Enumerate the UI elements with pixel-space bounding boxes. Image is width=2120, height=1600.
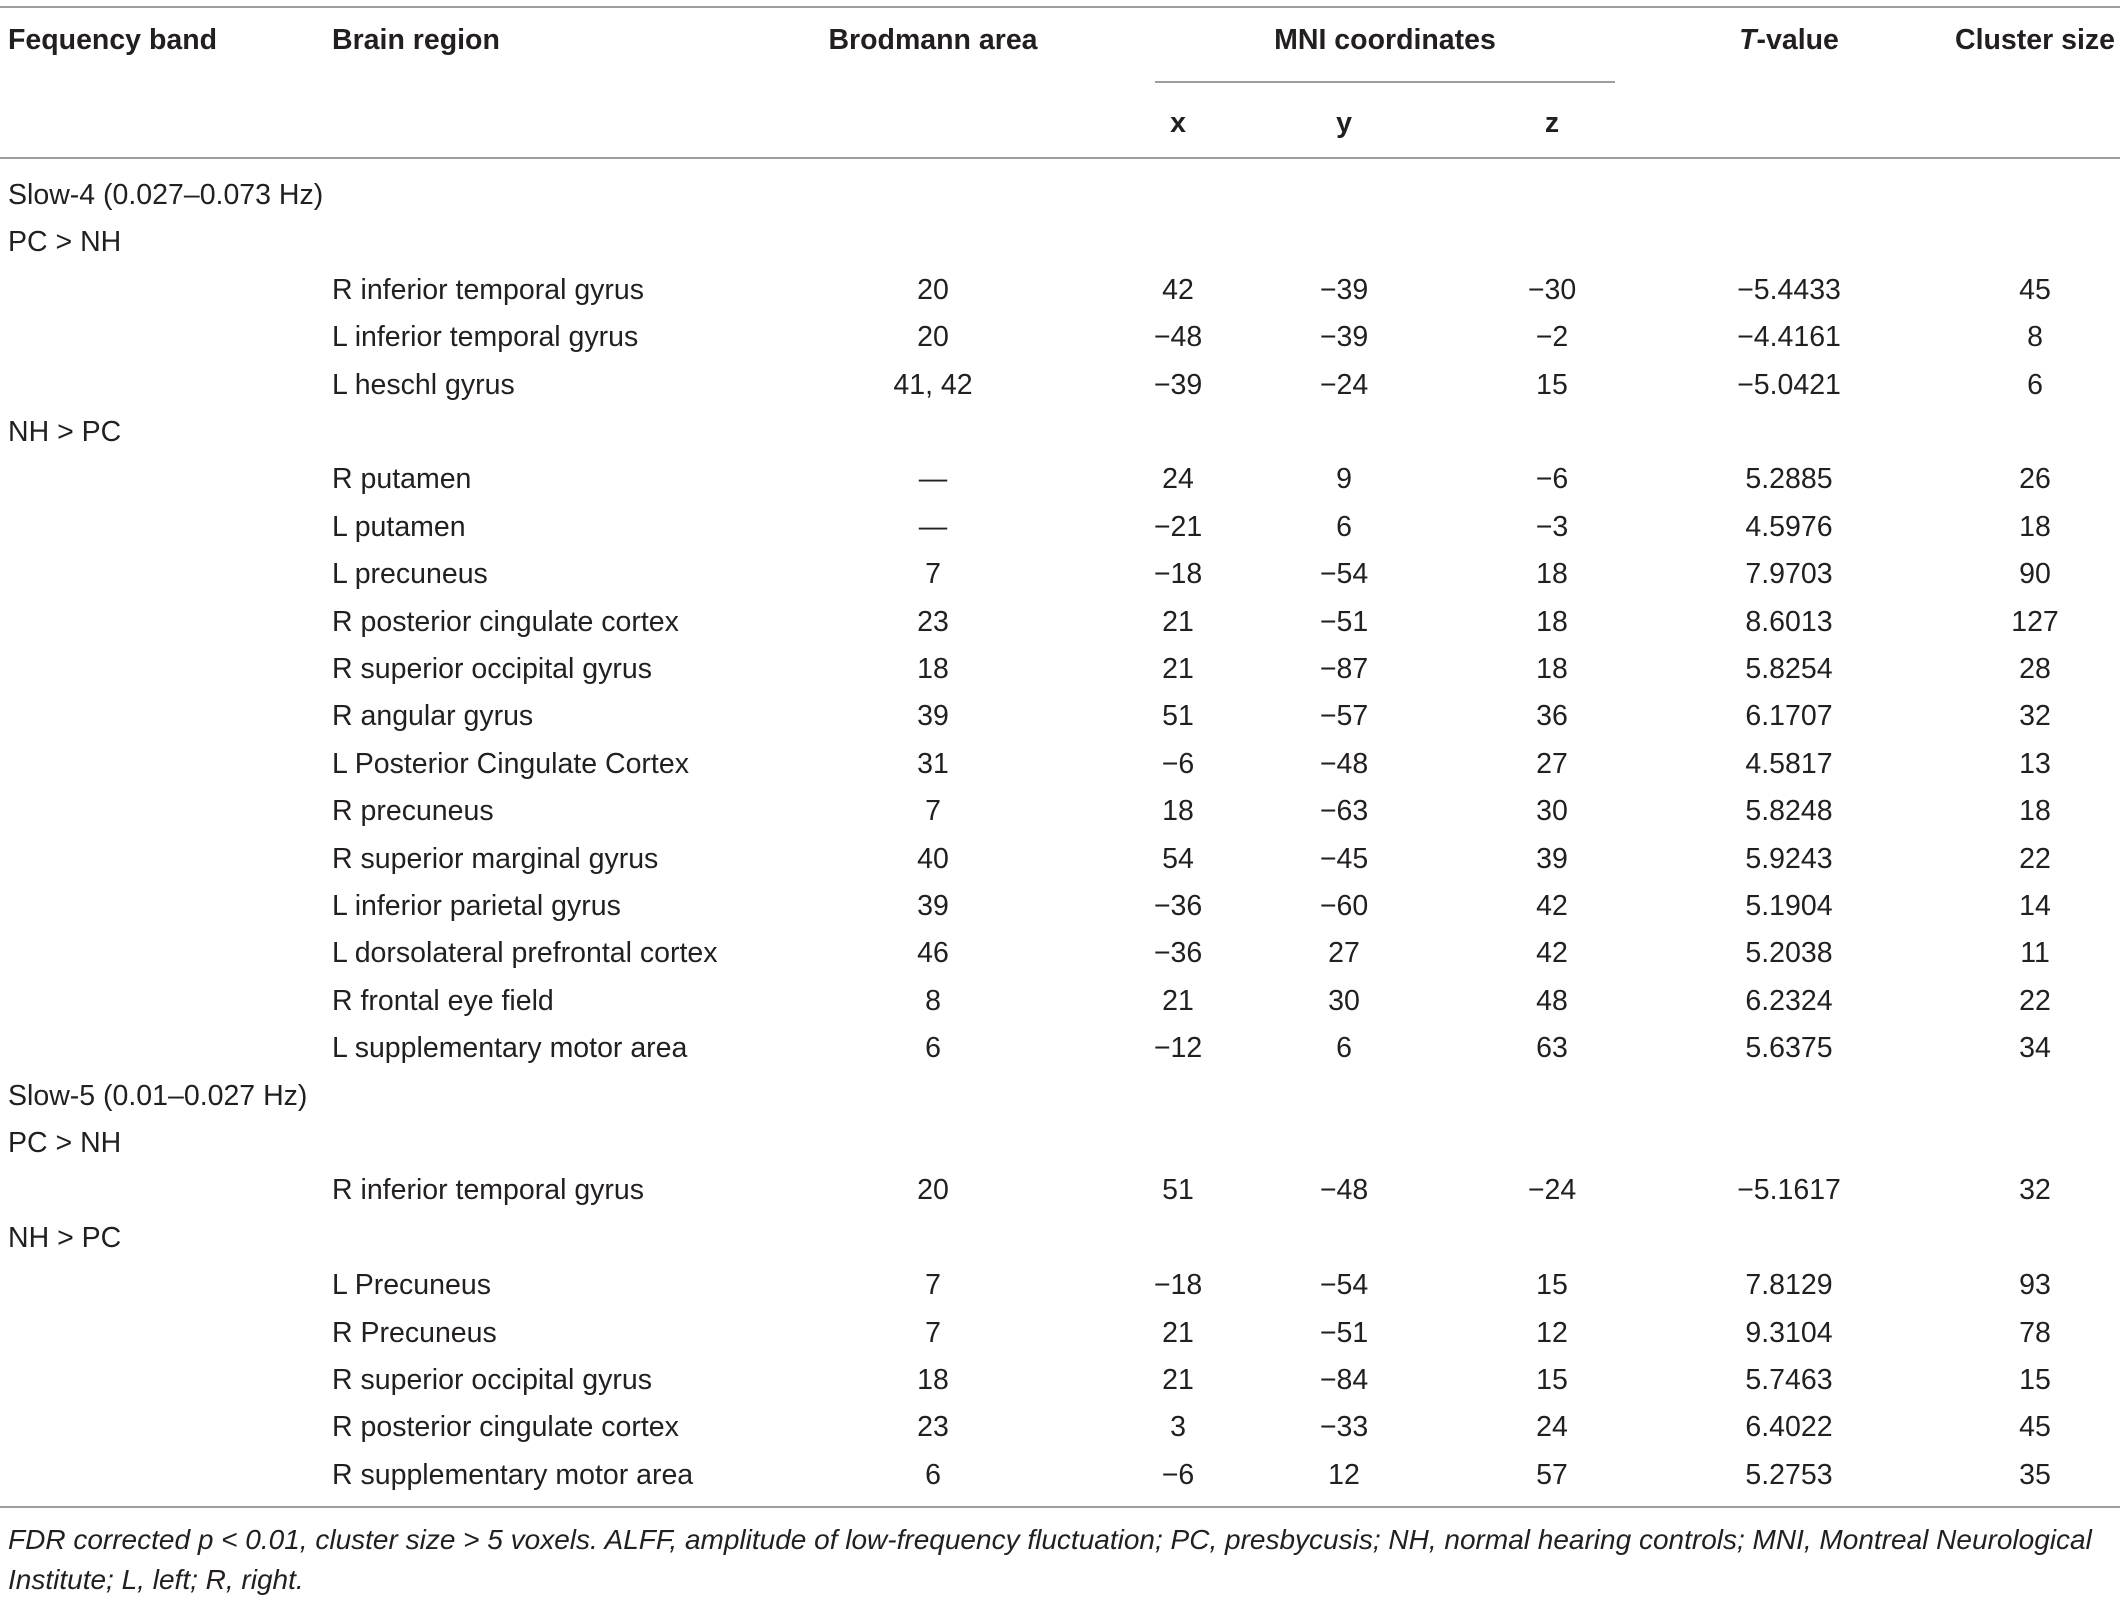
t-value-cell: −5.1617 bbox=[1737, 1174, 1841, 1206]
mni-y-cell: −54 bbox=[1319, 1269, 1369, 1301]
brodmann-area-cell: — bbox=[918, 511, 948, 543]
mni-z-cell: 27 bbox=[1536, 748, 1568, 780]
mni-z-cell: 42 bbox=[1536, 937, 1568, 969]
mni-x-cell: −6 bbox=[1161, 748, 1195, 780]
mni-x-cell: 21 bbox=[1162, 985, 1194, 1017]
t-value-cell: 7.8129 bbox=[1745, 1269, 1833, 1301]
mni-z-cell: −30 bbox=[1527, 274, 1577, 306]
brain-region-cell: L Posterior Cingulate Cortex bbox=[332, 748, 689, 780]
header-t-value bbox=[1739, 23, 1839, 57]
t-value-cell: 6.2324 bbox=[1745, 985, 1833, 1017]
mni-x-cell: −18 bbox=[1153, 1269, 1203, 1301]
cluster-size-cell: 22 bbox=[2019, 985, 2051, 1017]
mni-y-cell: −33 bbox=[1319, 1411, 1369, 1443]
brodmann-area-cell: 41, 42 bbox=[893, 369, 973, 401]
t-value-cell: −4.4161 bbox=[1737, 321, 1841, 353]
t-value-cell: 4.5976 bbox=[1745, 511, 1833, 543]
mni-x-cell: 21 bbox=[1162, 1364, 1194, 1396]
brodmann-area-cell: 20 bbox=[917, 274, 949, 306]
brain-region-cell: R putamen bbox=[332, 463, 472, 495]
mni-z-cell: −2 bbox=[1535, 321, 1569, 353]
brodmann-area-cell: 23 bbox=[917, 606, 949, 638]
brain-region-cell: L putamen bbox=[332, 511, 466, 543]
t-value-cell: 9.3104 bbox=[1745, 1317, 1833, 1349]
t-value-cell: 5.1904 bbox=[1745, 890, 1833, 922]
header-mni-coordinates: MNI coordinates bbox=[1274, 24, 1496, 56]
cluster-size-cell: 15 bbox=[2019, 1364, 2051, 1396]
mni-x-cell: 18 bbox=[1162, 795, 1194, 827]
mni-x-cell: 24 bbox=[1162, 463, 1194, 495]
cluster-size-cell: 34 bbox=[2019, 1032, 2051, 1064]
contrast-group-label: PC > NH bbox=[8, 226, 122, 258]
cluster-size-cell: 35 bbox=[2019, 1459, 2051, 1491]
brodmann-area-cell: 20 bbox=[917, 1174, 949, 1206]
cluster-size-cell: 18 bbox=[2019, 511, 2051, 543]
brain-region-cell: R superior occipital gyrus bbox=[332, 653, 652, 685]
t-value-cell: 6.4022 bbox=[1745, 1411, 1833, 1443]
table-bottom-rule bbox=[0, 1506, 2120, 1508]
mni-y-cell: −54 bbox=[1319, 558, 1369, 590]
brain-region-cell: R inferior temporal gyrus bbox=[332, 1174, 645, 1206]
t-value-cell: 5.2885 bbox=[1745, 463, 1833, 495]
brodmann-area-cell: 40 bbox=[917, 843, 949, 875]
contrast-group-label: NH > PC bbox=[8, 416, 122, 448]
mni-z-cell: 30 bbox=[1536, 795, 1568, 827]
mni-z-cell: 18 bbox=[1536, 558, 1568, 590]
cluster-size-cell: 26 bbox=[2019, 463, 2051, 495]
mni-z-cell: −3 bbox=[1535, 511, 1569, 543]
brain-region-cell: L dorsolateral prefrontal cortex bbox=[332, 937, 718, 969]
mni-x-cell: 21 bbox=[1162, 653, 1194, 685]
t-value-cell: 5.7463 bbox=[1745, 1364, 1833, 1396]
mni-z-cell: 57 bbox=[1536, 1459, 1568, 1491]
mni-z-cell: 24 bbox=[1536, 1411, 1568, 1443]
brodmann-area-cell: 31 bbox=[917, 748, 949, 780]
mni-x-cell: −18 bbox=[1153, 558, 1203, 590]
cluster-size-cell: 28 bbox=[2019, 653, 2051, 685]
mni-y-cell: −51 bbox=[1319, 606, 1369, 638]
mni-x-cell: −12 bbox=[1153, 1032, 1203, 1064]
table-header-rule bbox=[0, 157, 2120, 159]
mni-z-cell: 48 bbox=[1536, 985, 1568, 1017]
mni-y-cell: 6 bbox=[1336, 1032, 1352, 1064]
cluster-size-cell: 18 bbox=[2019, 795, 2051, 827]
mni-header-rule bbox=[1155, 81, 1615, 83]
mni-y-cell: 27 bbox=[1328, 937, 1360, 969]
mni-z-cell: 39 bbox=[1536, 843, 1568, 875]
t-value-cell: 6.1707 bbox=[1745, 700, 1833, 732]
brodmann-area-cell: 7 bbox=[925, 795, 941, 827]
mni-y-cell: −57 bbox=[1319, 700, 1369, 732]
header-y: y bbox=[1336, 107, 1352, 139]
mni-y-cell: −48 bbox=[1319, 748, 1369, 780]
contrast-group-label: NH > PC bbox=[8, 1222, 122, 1254]
brodmann-area-cell: — bbox=[918, 463, 948, 495]
cluster-size-cell: 78 bbox=[2019, 1317, 2051, 1349]
t-value-cell: 4.5817 bbox=[1745, 748, 1833, 780]
header-cluster-size: Cluster size bbox=[1955, 24, 2115, 56]
t-value-cell: 7.9703 bbox=[1745, 558, 1833, 590]
header-x: x bbox=[1170, 107, 1186, 139]
brodmann-area-cell: 39 bbox=[917, 890, 949, 922]
cluster-size-cell: 32 bbox=[2019, 1174, 2051, 1206]
cluster-size-cell: 14 bbox=[2019, 890, 2051, 922]
table-footnote: FDR corrected p < 0.01, cluster size > 5 voxels. ALFF, amplitude of low-frequency fluctuation; PC, presbycusis; NH, normal hearing controls; MNI, Montreal Neurological Institute; L, left; R, right. bbox=[8, 1524, 2092, 1595]
mni-y-cell: −60 bbox=[1319, 890, 1369, 922]
brain-region-cell: R Precuneus bbox=[332, 1317, 497, 1349]
mni-z-cell: 15 bbox=[1536, 1269, 1568, 1301]
brain-region-cell: L precuneus bbox=[332, 558, 488, 590]
mni-x-cell: 21 bbox=[1162, 606, 1194, 638]
mni-x-cell: −39 bbox=[1153, 369, 1203, 401]
brodmann-area-cell: 20 bbox=[917, 321, 949, 353]
brain-region-cell: R frontal eye field bbox=[332, 985, 554, 1017]
t-value-cell: −5.0421 bbox=[1737, 369, 1841, 401]
header-t-suffix: -value bbox=[1756, 24, 1839, 56]
cluster-size-cell: 13 bbox=[2019, 748, 2051, 780]
mni-x-cell: −36 bbox=[1153, 937, 1203, 969]
mni-x-cell: 21 bbox=[1162, 1317, 1194, 1349]
mni-x-cell: −48 bbox=[1153, 321, 1203, 353]
cluster-size-cell: 45 bbox=[2019, 1411, 2051, 1443]
cluster-size-cell: 32 bbox=[2019, 700, 2051, 732]
cluster-size-cell: 22 bbox=[2019, 843, 2051, 875]
brain-region-cell: R posterior cingulate cortex bbox=[332, 606, 679, 638]
brain-region-cell: R precuneus bbox=[332, 795, 494, 827]
brain-region-cell: R superior occipital gyrus bbox=[332, 1364, 652, 1396]
brodmann-area-cell: 7 bbox=[925, 1269, 941, 1301]
mni-x-cell: 42 bbox=[1162, 274, 1194, 306]
t-value-cell: 5.2753 bbox=[1745, 1459, 1833, 1491]
mni-y-cell: 12 bbox=[1328, 1459, 1360, 1491]
brain-region-cell: R inferior temporal gyrus bbox=[332, 274, 645, 306]
header-z: z bbox=[1544, 107, 1560, 139]
mni-y-cell: −63 bbox=[1319, 795, 1369, 827]
mni-z-cell: −6 bbox=[1535, 463, 1569, 495]
cluster-size-cell: 127 bbox=[2011, 606, 2059, 638]
mni-y-cell: 30 bbox=[1328, 985, 1360, 1017]
header-brodmann-area: Brodmann area bbox=[828, 24, 1038, 56]
brodmann-area-cell: 7 bbox=[925, 558, 941, 590]
brain-region-cell: R supplementary motor area bbox=[332, 1459, 694, 1491]
brodmann-area-cell: 39 bbox=[917, 700, 949, 732]
mni-z-cell: −24 bbox=[1527, 1174, 1577, 1206]
brain-region-cell: L heschl gyrus bbox=[332, 369, 515, 401]
brain-region-cell: L Precuneus bbox=[332, 1269, 491, 1301]
mni-y-cell: −84 bbox=[1319, 1364, 1369, 1396]
mni-x-cell: −6 bbox=[1161, 1459, 1195, 1491]
t-value-cell: 5.2038 bbox=[1745, 937, 1833, 969]
brodmann-area-cell: 18 bbox=[917, 653, 949, 685]
header-brain-region: Brain region bbox=[332, 24, 500, 56]
t-value-cell: −5.4433 bbox=[1737, 274, 1841, 306]
mni-x-cell: 3 bbox=[1170, 1411, 1186, 1443]
mni-x-cell: 51 bbox=[1162, 700, 1194, 732]
brain-region-cell: L inferior temporal gyrus bbox=[332, 321, 639, 353]
brodmann-area-cell: 23 bbox=[917, 1411, 949, 1443]
brodmann-area-cell: 46 bbox=[917, 937, 949, 969]
frequency-band-label: Slow-5 (0.01–0.027 Hz) bbox=[8, 1080, 308, 1112]
cluster-size-cell: 8 bbox=[2027, 321, 2043, 353]
table-top-rule bbox=[0, 6, 2120, 8]
brain-region-cell: R angular gyrus bbox=[332, 700, 534, 732]
mni-z-cell: 12 bbox=[1536, 1317, 1568, 1349]
brodmann-area-cell: 6 bbox=[925, 1032, 941, 1064]
mni-y-cell: −39 bbox=[1319, 321, 1369, 353]
mni-y-cell: −87 bbox=[1319, 653, 1369, 685]
mni-y-cell: −48 bbox=[1319, 1174, 1369, 1206]
mni-y-cell: −51 bbox=[1319, 1317, 1369, 1349]
mni-y-cell: 6 bbox=[1336, 511, 1352, 543]
brain-region-cell: L inferior parietal gyrus bbox=[332, 890, 621, 922]
mni-y-cell: −24 bbox=[1319, 369, 1369, 401]
cluster-size-cell: 6 bbox=[2027, 369, 2043, 401]
cluster-size-cell: 11 bbox=[2020, 937, 2050, 969]
mni-z-cell: 36 bbox=[1536, 700, 1568, 732]
t-value-cell: 5.8254 bbox=[1745, 653, 1833, 685]
t-value-cell: 5.6375 bbox=[1745, 1032, 1833, 1064]
cluster-size-cell: 45 bbox=[2019, 274, 2051, 306]
brodmann-area-cell: 7 bbox=[925, 1317, 941, 1349]
mni-z-cell: 15 bbox=[1536, 1364, 1568, 1396]
mni-z-cell: 63 bbox=[1536, 1032, 1568, 1064]
contrast-group-label: PC > NH bbox=[8, 1127, 122, 1159]
mni-x-cell: 54 bbox=[1162, 843, 1194, 875]
brain-region-cell: R superior marginal gyrus bbox=[332, 843, 659, 875]
cluster-size-cell: 93 bbox=[2019, 1269, 2051, 1301]
header-frequency-band: Fequency band bbox=[8, 24, 218, 56]
mni-x-cell: −21 bbox=[1153, 511, 1203, 543]
mni-z-cell: 18 bbox=[1536, 653, 1568, 685]
brodmann-area-cell: 6 bbox=[925, 1459, 941, 1491]
mni-y-cell: 9 bbox=[1336, 463, 1352, 495]
t-value-cell: 5.9243 bbox=[1745, 843, 1833, 875]
cluster-size-cell: 90 bbox=[2019, 558, 2051, 590]
mni-y-cell: −45 bbox=[1319, 843, 1369, 875]
brodmann-area-cell: 8 bbox=[925, 985, 941, 1017]
mni-y-cell: −39 bbox=[1319, 274, 1369, 306]
brain-region-cell: R posterior cingulate cortex bbox=[332, 1411, 679, 1443]
frequency-band-label: Slow-4 (0.027–0.073 Hz) bbox=[8, 179, 324, 211]
t-value-cell: 5.8248 bbox=[1745, 795, 1833, 827]
mni-z-cell: 18 bbox=[1536, 606, 1568, 638]
mni-x-cell: −36 bbox=[1153, 890, 1203, 922]
brain-region-cell: L supplementary motor area bbox=[332, 1032, 688, 1064]
t-value-cell: 8.6013 bbox=[1745, 606, 1833, 638]
header-t-letter: T bbox=[1739, 24, 1757, 56]
brodmann-area-cell: 18 bbox=[917, 1364, 949, 1396]
mni-z-cell: 42 bbox=[1536, 890, 1568, 922]
mni-x-cell: 51 bbox=[1162, 1174, 1194, 1206]
mni-z-cell: 15 bbox=[1536, 369, 1568, 401]
